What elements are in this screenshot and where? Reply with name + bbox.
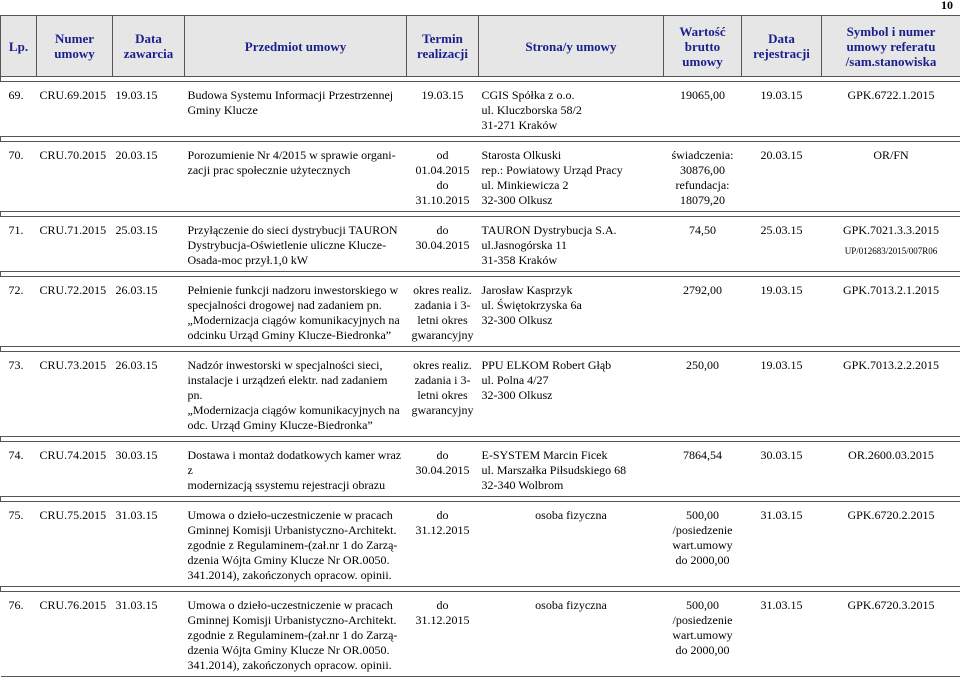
cell-przedmiot-line: zacji prac społecznie użytecznych (188, 163, 404, 178)
cell-data-rejestracji-line: 31.03.15 (745, 598, 819, 613)
header-wartosc-line: Wartość (667, 24, 738, 39)
cell-data-rejestracji-line: 20.03.15 (745, 148, 819, 163)
header-numer-line: umowy (40, 46, 109, 61)
page-number: 10 (941, 0, 953, 13)
cell-wartosc-line: 500,00 (667, 598, 739, 613)
cell-wartosc-line: 2792,00 (667, 283, 739, 298)
cell-lp (1, 277, 37, 347)
cell-przedmiot-line: Pełnienie funkcji nadzoru inwestorskiego w (188, 283, 404, 298)
cell-wartosc-line: refundacja: (667, 178, 739, 193)
cell-lp-line: 73. (9, 358, 34, 373)
cell-numer-line: CRU.74.2015 (40, 448, 110, 463)
header-row (1, 16, 960, 77)
cell-symbol-line: OR.2600.03.2015 (825, 448, 958, 463)
cell-data-zawarcia-line: 19.03.15 (116, 88, 182, 103)
cell-wartosc (664, 442, 742, 497)
cell-data-rejestracji (742, 502, 822, 587)
header-termin-line: realizacji (410, 46, 475, 61)
cell-przedmiot-line: Nadzór inwestorski w specjalności sieci, (188, 358, 404, 373)
cell-termin (407, 82, 479, 137)
header-data-rejestracji (742, 16, 822, 77)
cell-strona-line: 32-340 Wolbrom (482, 478, 661, 493)
cell-termin-line: do (410, 178, 476, 193)
cell-strona-line: TAURON Dystrybucja S.A. (482, 223, 661, 238)
cell-przedmiot-line: Budowa Systemu Informacji Przestrzennej (188, 88, 404, 103)
cell-termin-line: do (410, 223, 476, 238)
cell-przedmiot (185, 352, 407, 437)
cell-strona-line: osoba fizyczna (482, 508, 661, 523)
cell-data-zawarcia (113, 82, 185, 137)
cell-data-zawarcia (113, 352, 185, 437)
cell-data-zawarcia-line: 20.03.15 (116, 148, 182, 163)
cell-strona (479, 142, 664, 212)
cell-data-zawarcia (113, 442, 185, 497)
header-symbol-line: /sam.stanowiska (825, 54, 957, 69)
cell-przedmiot-line: zgodnie z Regulaminem-(zał.nr 1 do Zarzą- (188, 538, 404, 553)
cell-data-zawarcia (113, 592, 185, 677)
cell-termin-line: okres realiz. (410, 358, 476, 373)
header-data-zawarcia-line: Data (116, 31, 181, 46)
cell-lp-line: 74. (9, 448, 34, 463)
cell-lp (1, 592, 37, 677)
header-przedmiot-label: Przedmiot umowy (245, 39, 346, 54)
cell-przedmiot (185, 502, 407, 587)
cell-termin-line: 19.03.15 (410, 88, 476, 103)
cell-wartosc-line: 18079,20 (667, 193, 739, 208)
header-symbol-line: umowy referatu (825, 39, 957, 54)
cell-termin (407, 277, 479, 347)
header-wartosc-line: brutto (667, 39, 738, 54)
cell-wartosc-line: /posiedzenie (667, 613, 739, 628)
cell-data-rejestracji-line: 30.03.15 (745, 448, 819, 463)
cell-symbol (822, 592, 960, 677)
cell-wartosc (664, 217, 742, 272)
cell-numer-line: CRU.72.2015 (40, 283, 110, 298)
cell-przedmiot-line: dzenia Wójta Gminy Klucze Nr OR.0050. (188, 643, 404, 658)
header-strona (479, 16, 664, 77)
cell-termin-line: letni okres (410, 313, 476, 328)
cell-termin-line: zadania i 3- (410, 373, 476, 388)
cell-termin-line: do (410, 598, 476, 613)
cell-data-rejestracji (742, 82, 822, 137)
cell-termin-line: 30.04.2015 (410, 238, 476, 253)
cell-wartosc (664, 592, 742, 677)
cell-data-zawarcia-line: 26.03.15 (116, 283, 182, 298)
cell-wartosc-line: 30876,00 (667, 163, 739, 178)
cell-data-zawarcia-line: 25.03.15 (116, 223, 182, 238)
cell-symbol-line: GPK.6722.1.2015 (825, 88, 958, 103)
cell-przedmiot-line: instalacje i urządzeń elektr. nad zadaniem pn. (188, 373, 404, 403)
cell-przedmiot-line: Przyłączenie do sieci dystrybucji TAURON (188, 223, 404, 238)
cell-przedmiot-line: Gminnej Komisji Urbanistyczno-Architekt. (188, 613, 404, 628)
cell-termin-line: letni okres (410, 388, 476, 403)
cell-strona-line: 32-300 Olkusz (482, 388, 661, 403)
cell-data-rejestracji-line: 31.03.15 (745, 508, 819, 523)
cell-data-rejestracji-line: 19.03.15 (745, 283, 819, 298)
cell-numer (37, 352, 113, 437)
cell-strona-line: ul. Świętokrzyska 6a (482, 298, 661, 313)
cell-wartosc-line: wart.umowy (667, 628, 739, 643)
cell-termin (407, 502, 479, 587)
cell-termin-line: 31.12.2015 (410, 523, 476, 538)
cell-wartosc-line: 500,00 (667, 508, 739, 523)
cell-strona-line: ul. Minkiewicza 2 (482, 178, 661, 193)
cell-lp-line: 72. (9, 283, 34, 298)
cell-strona-line: 32-300 Olkusz (482, 313, 661, 328)
cell-data-zawarcia (113, 142, 185, 212)
cell-przedmiot-line: modernizacją ssystemu rejestracji obrazu (188, 478, 404, 493)
cell-lp-line: 75. (9, 508, 34, 523)
cell-numer-line: CRU.76.2015 (40, 598, 110, 613)
cell-data-rejestracji (742, 352, 822, 437)
table-row (1, 592, 960, 677)
cell-przedmiot-line: Umowa o dzieło-uczestniczenie w pracach (188, 508, 404, 523)
cell-numer (37, 277, 113, 347)
header-data-zawarcia-line: zawarcia (116, 46, 181, 61)
header-symbol-line: Symbol i numer (825, 24, 957, 39)
cell-wartosc-line: 19065,00 (667, 88, 739, 103)
cell-termin (407, 592, 479, 677)
cell-strona (479, 82, 664, 137)
table-row (1, 502, 960, 587)
cell-termin-line: gwarancyjny (410, 403, 476, 418)
cell-symbol-line: GPK.7013.2.2.2015 (825, 358, 958, 373)
cell-termin-line: zadania i 3- (410, 298, 476, 313)
cell-przedmiot-line: Gminy Klucze (188, 103, 404, 118)
cell-przedmiot-line: specjalności drogowej nad zadaniem pn. (188, 298, 404, 313)
cell-data-rejestracji-line: 19.03.15 (745, 358, 819, 373)
cell-wartosc-line: wart.umowy (667, 538, 739, 553)
cell-termin-line: do (410, 448, 476, 463)
cell-lp-line: 76. (9, 598, 34, 613)
cell-symbol-line: GPK.7021.3.3.2015 (825, 223, 958, 238)
cell-numer (37, 142, 113, 212)
cell-termin (407, 217, 479, 272)
cell-symbol (822, 142, 960, 212)
cell-termin (407, 352, 479, 437)
cell-strona-line: Starosta Olkuski (482, 148, 661, 163)
cell-symbol-line: GPK.6720.3.2015 (825, 598, 958, 613)
cell-przedmiot-line: Umowa o dzieło-uczestniczenie w pracach (188, 598, 404, 613)
cell-strona-line: Jarosław Kasprzyk (482, 283, 661, 298)
cell-termin (407, 442, 479, 497)
cell-przedmiot (185, 142, 407, 212)
cell-strona-line: ul. Polna 4/27 (482, 373, 661, 388)
cell-strona-line: 31-358 Kraków (482, 253, 661, 268)
cell-przedmiot-line: Dystrybucja-Oświetlenie uliczne Klucze- (188, 238, 404, 253)
contracts-table (0, 15, 960, 677)
cell-strona-line: 31-271 Kraków (482, 118, 661, 133)
cell-strona-line: 32-300 Olkusz (482, 193, 661, 208)
header-lp-label: Lp. (9, 39, 28, 54)
cell-termin-line: okres realiz. (410, 283, 476, 298)
cell-data-rejestracji (742, 142, 822, 212)
cell-lp-line: 69. (9, 88, 34, 103)
cell-data-rejestracji-line: 19.03.15 (745, 88, 819, 103)
cell-przedmiot-line: „Modernizacja ciągów komunikacyjnych na (188, 313, 404, 328)
cell-lp-line: 71. (9, 223, 34, 238)
cell-przedmiot-line: Osada-moc przył.1,0 kW (188, 253, 404, 268)
cell-lp (1, 82, 37, 137)
cell-symbol (822, 277, 960, 347)
cell-numer-line: CRU.73.2015 (40, 358, 110, 373)
cell-numer (37, 502, 113, 587)
cell-przedmiot-line: odcinku Urząd Gminy Klucze-Biedronka” (188, 328, 404, 343)
header-termin (407, 16, 479, 77)
cell-strona (479, 442, 664, 497)
header-data-rejestracji-line: rejestracji (745, 46, 818, 61)
cell-strona (479, 277, 664, 347)
cell-numer-line: CRU.69.2015 (40, 88, 110, 103)
cell-wartosc (664, 502, 742, 587)
cell-strona (479, 217, 664, 272)
cell-data-zawarcia-line: 26.03.15 (116, 358, 182, 373)
header-symbol (822, 16, 960, 77)
cell-wartosc (664, 142, 742, 212)
cell-data-zawarcia-line: 31.03.15 (116, 508, 182, 523)
cell-data-zawarcia-line: 30.03.15 (116, 448, 182, 463)
header-przedmiot (185, 16, 407, 77)
cell-symbol (822, 217, 960, 272)
cell-przedmiot-line: 341.2014), zakończonych opracow. opinii. (188, 658, 404, 673)
cell-data-zawarcia (113, 217, 185, 272)
cell-wartosc (664, 352, 742, 437)
cell-przedmiot (185, 592, 407, 677)
cell-przedmiot-line: dzenia Wójta Gminy Klucze Nr OR.0050. (188, 553, 404, 568)
cell-przedmiot-line: „Modernizacja ciągów komunikacyjnych na (188, 403, 404, 418)
header-wartosc (664, 16, 742, 77)
header-data-zawarcia (113, 16, 185, 77)
cell-strona-line: rep.: Powiatowy Urząd Pracy (482, 163, 661, 178)
cell-przedmiot-line: odc. Urząd Gminy Klucze-Biedronka” (188, 418, 404, 433)
cell-symbol-line: OR/FN (825, 148, 958, 163)
cell-numer (37, 592, 113, 677)
cell-przedmiot (185, 442, 407, 497)
cell-lp (1, 502, 37, 587)
cell-strona (479, 502, 664, 587)
cell-przedmiot (185, 82, 407, 137)
cell-lp (1, 442, 37, 497)
cell-przedmiot-line: 341.2014), zakończonych opracow. opinii. (188, 568, 404, 583)
table-row (1, 277, 960, 347)
cell-numer (37, 82, 113, 137)
cell-strona (479, 352, 664, 437)
cell-lp (1, 142, 37, 212)
header-termin-line: Termin (410, 31, 475, 46)
cell-wartosc (664, 277, 742, 347)
cell-numer-line: CRU.71.2015 (40, 223, 110, 238)
cell-strona-line: ul. Kluczborska 58/2 (482, 103, 661, 118)
cell-wartosc-line: 74,50 (667, 223, 739, 238)
cell-symbol-line: GPK.7013.2.1.2015 (825, 283, 958, 298)
cell-strona-line: CGIS Spółka z o.o. (482, 88, 661, 103)
cell-strona-line: ul. Marszałka Piłsudskiego 68 (482, 463, 661, 478)
cell-termin (407, 142, 479, 212)
cell-strona-line: osoba fizyczna (482, 598, 661, 613)
header-strona-label: Strona/y umowy (525, 39, 616, 54)
cell-wartosc-line: /posiedzenie (667, 523, 739, 538)
cell-termin-line: 31.12.2015 (410, 613, 476, 628)
cell-symbol-line: UP/012683/2015/007R06 (825, 244, 958, 259)
table-row (1, 442, 960, 497)
cell-termin-line: gwarancyjny (410, 328, 476, 343)
cell-numer (37, 442, 113, 497)
table-row (1, 142, 960, 212)
header-data-rejestracji-line: Data (745, 31, 818, 46)
cell-przedmiot (185, 217, 407, 272)
cell-przedmiot-line: Porozumienie Nr 4/2015 w sprawie organi- (188, 148, 404, 163)
cell-numer (37, 217, 113, 272)
cell-data-rejestracji (742, 217, 822, 272)
header-lp (1, 16, 37, 77)
cell-wartosc-line: do 2000,00 (667, 643, 739, 658)
cell-data-rejestracji (742, 592, 822, 677)
cell-wartosc (664, 82, 742, 137)
cell-strona-line: E-SYSTEM Marcin Ficek (482, 448, 661, 463)
cell-wartosc-line: świadczenia: (667, 148, 739, 163)
cell-data-rejestracji-line: 25.03.15 (745, 223, 819, 238)
cell-symbol-line: GPK.6720.2.2015 (825, 508, 958, 523)
cell-lp (1, 352, 37, 437)
cell-symbol (822, 442, 960, 497)
cell-lp-line: 70. (9, 148, 34, 163)
cell-symbol (822, 82, 960, 137)
cell-przedmiot-line: Gminnej Komisji Urbanistyczno-Architekt. (188, 523, 404, 538)
cell-data-zawarcia-line: 31.03.15 (116, 598, 182, 613)
table-row (1, 82, 960, 137)
cell-lp (1, 217, 37, 272)
header-wartosc-line: umowy (667, 54, 738, 69)
cell-data-rejestracji (742, 442, 822, 497)
cell-symbol (822, 502, 960, 587)
cell-termin-line: 30.04.2015 (410, 463, 476, 478)
cell-symbol (822, 352, 960, 437)
cell-termin-line: od (410, 148, 476, 163)
cell-przedmiot-line: Dostawa i montaż dodatkowych kamer wraz z (188, 448, 404, 478)
cell-wartosc-line: 250,00 (667, 358, 739, 373)
header-numer-line: Numer (40, 31, 109, 46)
cell-data-zawarcia (113, 502, 185, 587)
cell-termin-line: do (410, 508, 476, 523)
cell-data-rejestracji (742, 277, 822, 347)
cell-numer-line: CRU.75.2015 (40, 508, 110, 523)
table-row (1, 352, 960, 437)
cell-termin-line: 31.10.2015 (410, 193, 476, 208)
table-row (1, 217, 960, 272)
cell-strona-line: PPU ELKOM Robert Głąb (482, 358, 661, 373)
cell-wartosc-line: 7864,54 (667, 448, 739, 463)
cell-data-zawarcia (113, 277, 185, 347)
table-body (1, 77, 960, 677)
header-numer (37, 16, 113, 77)
cell-przedmiot (185, 277, 407, 347)
cell-numer-line: CRU.70.2015 (40, 148, 110, 163)
cell-wartosc-line: do 2000,00 (667, 553, 739, 568)
cell-przedmiot-line: zgodnie z Regulaminem-(zał.nr 1 do Zarzą- (188, 628, 404, 643)
cell-strona-line: ul.Jasnogórska 11 (482, 238, 661, 253)
cell-strona (479, 592, 664, 677)
cell-termin-line: 01.04.2015 (410, 163, 476, 178)
